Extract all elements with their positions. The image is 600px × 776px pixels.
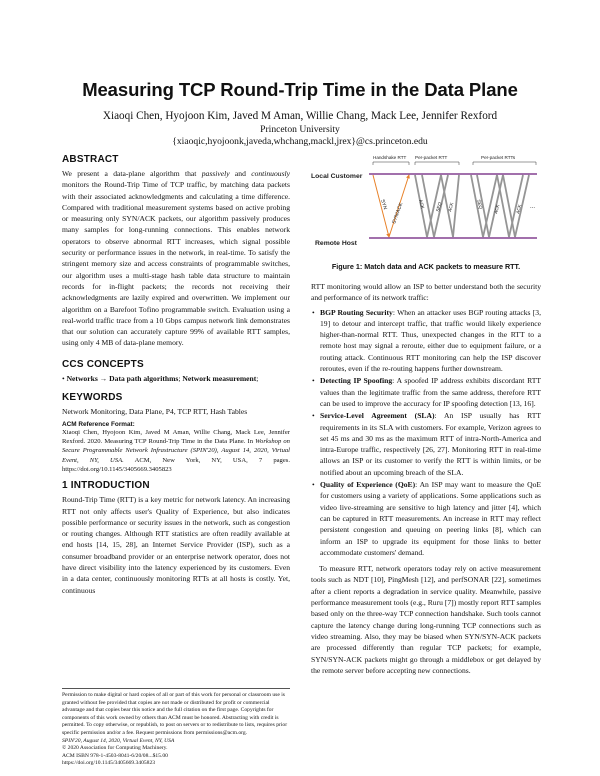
ack-label-4: ACK [515,203,523,215]
footnote-copyright: © 2020 Association for Computing Machinery. [62,745,168,752]
paper-title: Measuring TCP Round-Trip Time in the Data Plane [82,79,518,100]
intro-text: Round-Trip Time (RTT) is a key metric for network latency. An increasing RTT not only affects user's Quality of Experience, but also indicates possible performance or security issues in the network, such as congestion or routing changes. Although RTT statistics are often readily available at end hosts [14, 15, 28], an Internet Service Provider (ISP), such as a consumer broadband provider or an enterprise network operator, does not have direct visibility into the latency experienced by its customers. Even in a data center, continuously monitoring RTTs at all hosts is costly. Yet, continuous [62,495,290,595]
footnote-isbn: ACM ISBN 978-1-4503-8041-6/20/08...$15.00 [62,752,168,759]
intro-heading: 1 INTRODUCTION [62,480,150,492]
perpacket-rtts-label: Per-packet RTTs [481,155,516,160]
ccs-concepts: • Networks → Data path algorithms; Network measurement; [62,373,259,383]
list-item: • Service-Level Agreement (SLA): An ISP usually has RTT requirements in its SLA with customers. For example, Verizon agrees to set 45 ms and 30 ms as the maximum RTT of intra-North-America and intra-Europe traffic, respectively [26, 27]. Monitoring RTT in real-time allows an ISP or its customer to verify the RTT is within limits, or be notified about an upcoming breach of the SLA. [311,410,541,478]
ellipsis-label: ... [530,204,536,210]
reference-format-text: Xiaoqi Chen, Hyojoon Kim, Javed M Aman, Willie Chang, Mack Lee, Jennifer Rexford. 2020. Measuring TCP Round-Trip Time in the Data Plane. In Workshop on Secure Programmable Network Infrastructure (SPIN'20), August 14, 2020, Virtual Event, NY, USA. ACM, New York, NY, USA, 7 pages. https://doi.org/10.1145/3405669.3405823 [62,428,290,473]
syn-label: SYN [379,198,388,211]
paper-affiliation: Princeton University [260,124,340,135]
footnote-venue: SPIN'20, August 14, 2020, Virtual Event, NY, USA [62,737,175,744]
seq-label-2: SEQ [476,198,484,210]
seq-label-1: SEQ [435,201,443,213]
list-item: • Quality of Experience (QoE): An ISP may want to measure the QoE for customers using a variety of applications. Some applications such as video live-streaming are sensitive to high latency and jitter [4], which can be captured in RTT measurements. An increase in RTT may reflect persistent congestion and queuing on peering links [8], which can inform an ISP to upgrade its equipment for those links to better accommodate customers' demand. [311,479,541,558]
paper-authors: Xiaoqi Chen, Hyojoon Kim, Javed M Aman, Willie Chang, Mack Lee, Jennifer Rexford [102,110,498,122]
figure-1-diagram [311,152,541,256]
ack-label-3: ACK [493,203,501,215]
paper-emails: {xiaoqic,hyojoonk,javeda,whchang,mackl,jrex}@cs.princeton.edu [172,136,428,147]
handshake-rtt-label: Handshake RTT [373,155,407,160]
abstract-heading: ABSTRACT [62,154,119,165]
keywords-heading: KEYWORDS [62,391,123,403]
keywords-text: Network Monitoring, Data Plane, P4, TCP RTT, Hash Tables [62,406,248,416]
rtt-monitoring-lead: RTT monitoring would allow an ISP to better understand both the security and performance of its network traffic: [311,282,541,303]
remote-host-label: Remote Host [315,240,357,247]
rtt-brackets [373,162,536,165]
measurement-tools-paragraph: To measure RTT, network operators today rely on active measurement tools such as NDT [10], PingMesh [12], and perfSONAR [22], sometimes after a client reports a degradation in service quality. Meanwhile, passive performance measurement tools (e.g., Ruru [7]) mostly report RTT samples based only on the three-way TCP connection handshake. Such tools cannot capture the latency change during long-running TCP connections such as video streaming. Also, they may be biased when SYN/SYN-ACK packets are processed differently than regular TCP packets; for example, SYN/SYN-ACK packets might go through a middlebox or get delayed by the remote server before accepting new connections. [311,564,541,675]
local-customer-label: Local Customer [311,173,363,180]
ack-label-2: ACK [447,201,455,213]
right-column [311,152,541,676]
reference-format-label: ACM Reference Format: [62,420,135,428]
list-item: • BGP Routing Security: When an attacker uses BGP routing attacks [3, 19] to detour and intercept traffic, that traffic would likely experience higher-than-normal RTT. Thus, unexpected changes in the RTT to a remote host may signal a reroute, either due to equipment failure, or a routing attack. Continuous RTT monitoring can help the ISP discover reroutes, even if the re-routing happens further downstream. [311,307,541,375]
list-item: • Detecting IP Spoofing: A spoofed IP address exhibits discordant RTT values than the legitimate traffic from the same address, therefore RTT can be used to improve the accuracy for IP spoofing detection [13, 16]. [311,375,541,409]
motivation-list [311,307,541,559]
permission-footnote [62,688,290,768]
ack-label-1: ACK [418,198,426,210]
permission-text: Permission to make digital or hard copies of all or part of this work for personal or classroom use is granted without fee provided that copies are not made or distributed for profit or commercial advantage and that copies bear this notice and the full citation on the first page. Copyrights for components of this work owned by others than ACM must be honored. Abstracting with credit is permitted. To copy otherwise, or republish, to post on servers or to redistribute to lists, requires prior specific permission and/or a fee. Request permissions from permissions@acm.org. [62,692,288,736]
figure-1-caption: Figure 1: Match data and ACK packets to measure RTT. [331,262,521,271]
abstract-text: We present a data-plane algorithm that passively and continuously monitors the Round-Trip Time of TCP traffic, by matching data packets with their associated acknowledgments and calculating a time difference. Compared with traditional measurement systems based on active probing or measuring only SYN/ACK packets, our algorithm passively produces many samples for long-running connections. This enables network operators to observe abnormal RTT increases, which signal possible security or performance issues in the network, in real-time. To satisfy the stringent memory size and access constraints of programmable switches, our algorithm uses a multi-stage hash table data structure to maintain records for in-flight packets; the records not receiving their acknowledgments are lazily expired and overwritten. We implement our algorithm on a Barefoot Tofino programmable switch. Evaluation using a real-world traffic trace from a 10 Gbps campus network link demonstrates that our solution can accurately capture 99% of available RTT samples, using only 4 MB of data-plane memory. [62,169,291,348]
footnote-doi: https://doi.org/10.1145/3405669.3405823 [62,760,156,767]
synack-label: SYN/ACK [391,202,405,225]
left-column [62,152,290,596]
ccs-heading: CCS CONCEPTS [62,358,144,370]
perpacket-rtt-label: Per-packet RTT [415,155,448,160]
figure-1 [311,152,541,256]
